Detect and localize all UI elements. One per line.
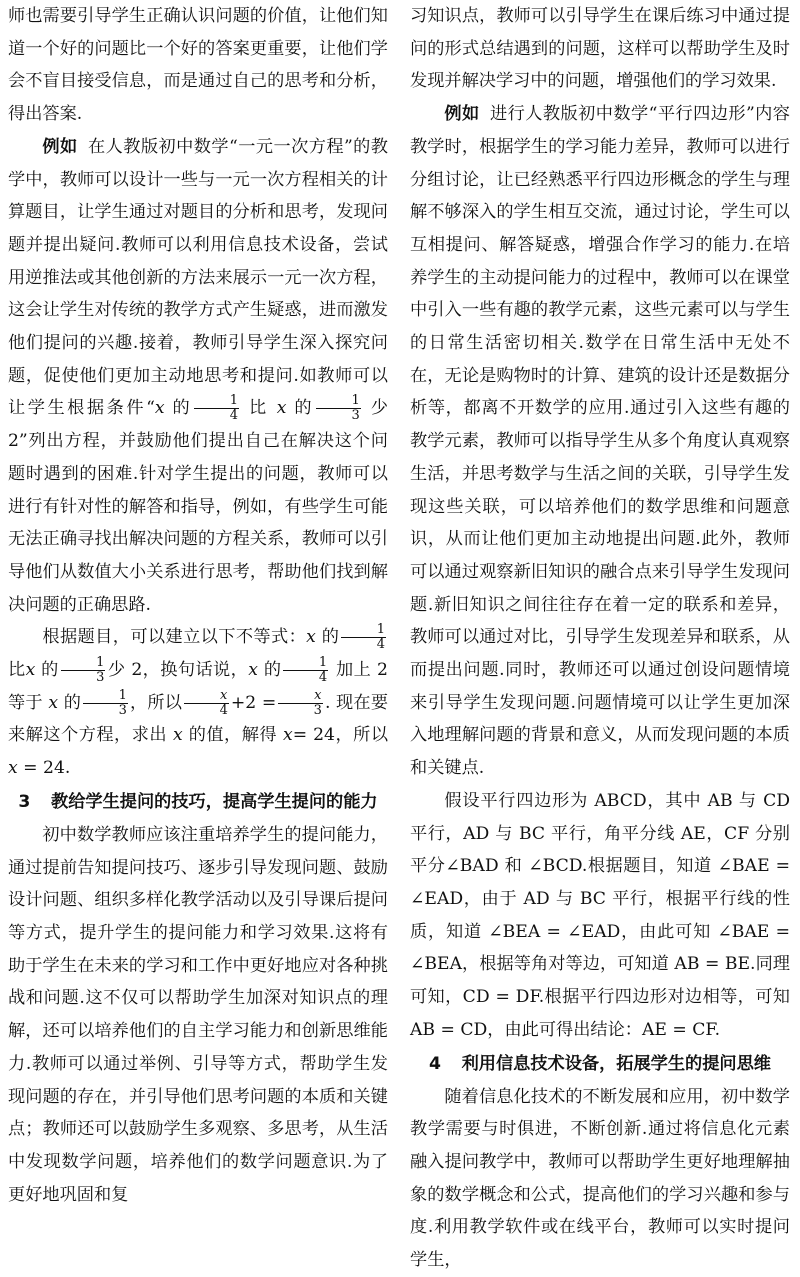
text: 的 xyxy=(315,627,340,648)
text: = 24. xyxy=(17,758,71,779)
paragraph-example-parallelogram xyxy=(410,98,790,785)
variable-x: x xyxy=(248,660,258,681)
variable-x: x xyxy=(25,660,36,681)
paragraph: 师也需要引导学生正确认识问题的价值，让他们知道一个好的问题比一个好的答案更重要，让他们学会不盲目接受信息，而是通过自己的思考和分析，得出答案. xyxy=(8,6,388,125)
section-title: 利用信息技术设备，拓展学生的提问思维 xyxy=(461,1053,771,1074)
section-heading-4 xyxy=(410,1047,790,1081)
paragraph-example-equation xyxy=(8,131,388,622)
paragraph-proof: 假设平行四边形为 ABCD，其中 AB 与 CD 平行，AD 与 BC 平行，角平分线 AE，CF 分别平分∠BAD 和 ∠BCD.根据题目，知道 ∠BAE = ∠EAD，由于 AD 与 BC 平行，根据平行线的性质，知道 ∠BEA = ∠EAD，由此可知 ∠BAE = ∠BEA，根据等角对等边，可知道 AB = BE.同理可知，CD = DF.根据平行四边形对边相等，可知 AB = CD，由此可得出结论：AE = CF. xyxy=(410,790,790,1040)
text: 比 xyxy=(240,398,277,419)
fraction-x-over-4: $\frac{x}{4}$ xyxy=(184,689,229,718)
text: 的 xyxy=(164,398,193,419)
section-heading-3 xyxy=(8,785,388,819)
fraction-one-quarter: $\frac{1}{4}$ xyxy=(283,656,328,685)
left-column xyxy=(8,0,388,1211)
text: 的 xyxy=(58,692,82,713)
text: 加上 2 等于 xyxy=(8,660,388,713)
section-number: 3 xyxy=(18,791,31,812)
fraction-one-quarter: $\frac{1}{4}$ xyxy=(341,623,386,652)
fraction-one-third: $\frac{1}{3}$ xyxy=(316,394,361,423)
variable-x: x xyxy=(276,398,287,419)
right-column xyxy=(410,0,790,1277)
variable-x: x xyxy=(8,758,18,779)
example-lead: 例如 xyxy=(42,136,78,157)
paragraph: 初中数学教师应该注重培养学生的提问能力，通过提前告知提问技巧、逐步引导发现问题、鼓励设计问题、组织多样化教学活动以及引导课后提问等方式，提升学生的提问能力和学习效果.这将有助于学生在未来的学习和工作中更好地应对各种挑战和问题.这不仅可以帮助学生加深对知识点的理解，还可以培养他们的自主学习能力和创新思维能力.教师可以通过举例、引导等方式，帮助学生发现问题的存在，并引导他们思考问题的本质和关键点；教师还可以鼓励学生多观察、多思考，从生活中发现数学问题，培养他们的数学问题意识.为了更好地巩固和复 xyxy=(8,824,388,1205)
text: 进行人教版初中数学“平行四边形”内容教学时，根据学生的学习能力差异，教师可以进行分组讨论，让已经熟悉平行四边形概念的学生与理解不够深入的学生相互交流，通过讨论，学生可以互相提问、解答疑惑，增强合作学习的能力.在培养学生的主动提问能力的过程中，教师可以在课堂中引入一些有趣的教学元素，这些元素可以与学生的日常生活密切相关.数学在日常生活中无处不在，无论是购物时的计算、建筑的设计还是数据分析等，都离不开数学的应用.通过引入这些有趣的教学元素，教师可以指导学生从多个角度认真观察生活，并思考数学与生活之间的关联，引导学生发现这些关联，可以培养他们的数学思维和问题意识，从而让他们更加主动地提出问题.此外，教师可以通过观察新旧知识的融合点来引导学生发现问题.新旧知识之间往往存在着一定的联系和差异，教师可以通过对比，引导学生发现差异和联系，从而提出问题.同时，教师还可以通过创设问题情境来引导学生发现问题.问题情境可以让学生更加深入地理解问题的背景和意义，从而发现问题的本质和关键点. xyxy=(410,104,790,779)
variable-x: x xyxy=(283,725,293,746)
example-lead: 例如 xyxy=(444,104,480,125)
text: 的值，解得 xyxy=(182,725,284,746)
text: 的 xyxy=(35,660,59,681)
text: 根据题目，可以建立以下不等式： xyxy=(42,627,307,648)
text: ，所以 xyxy=(129,692,183,713)
paragraph: 习知识点，教师可以引导学生在课后练习中通过提问的形式总结遇到的问题，这样可以帮助学生及时发现并解决学习中的问题，增强他们的学习效果. xyxy=(410,6,790,92)
text: = 24，所以 xyxy=(292,725,389,746)
variable-x: x xyxy=(48,692,59,713)
fraction-one-third: $\frac{1}{3}$ xyxy=(61,656,106,685)
text: 在人教版初中数学“一元一次方程”的教学中，教师可以设计一些与一元一次方程相关的计算题目，让学生通过对题目的分析和思考，发现问题并提出疑问.教师可以利用信息技术设备，尝试用逆推法或其他创新的方法来展示一元一次方程，这会让学生对传统的教学方式产生疑惑，进而激发他们提问的兴趣.接着，教师引导学生深入探究问题，促使他们更加主动地思考和提问.如教师可以让学生根据条件“ xyxy=(8,136,388,419)
text: 比 xyxy=(8,660,26,681)
fraction-one-third: $\frac{1}{3}$ xyxy=(83,689,128,718)
variable-x: x xyxy=(306,627,316,648)
section-number: 4 xyxy=(429,1053,441,1074)
paragraph-equation-solution xyxy=(8,621,388,785)
paragraph: 随着信息化技术的不断发展和应用，初中数学教学需要与时俱进，不断创新.通过将信息化元素融入提问教学中，教师可以帮助学生更好地理解抽象的数学概念和公式，提高他们的学习兴趣和参与度.利用教学软件或在线平台，教师可以实时提问学生， xyxy=(410,1086,790,1271)
fraction-one-quarter: $\frac{1}{4}$ xyxy=(194,394,239,423)
fraction-x-over-3: $\frac{x}{3}$ xyxy=(278,689,323,718)
text: +2 = xyxy=(230,692,277,713)
variable-x: x xyxy=(154,398,165,419)
text: 的 xyxy=(286,398,315,419)
text: 少 2，换句话说， xyxy=(107,660,249,681)
variable-x: x xyxy=(173,725,183,746)
section-title: 教给学生提问的技巧，提高学生提问的能力 xyxy=(51,791,378,812)
text: . 现在要来解这个方程，求出 xyxy=(8,692,389,746)
text: 少 2”列出方程，并鼓励他们提出自己在解决这个问题时遇到的困难.针对学生提出的问题，教师可以进行有针对性的解答和指导，例如，有些学生可能无法正确寻找出解决问题的方程关系，教师可以引导他们从数值大小关系进行思考，帮助他们找到解决问题的正确思路. xyxy=(8,398,389,615)
text: 的 xyxy=(257,660,282,681)
